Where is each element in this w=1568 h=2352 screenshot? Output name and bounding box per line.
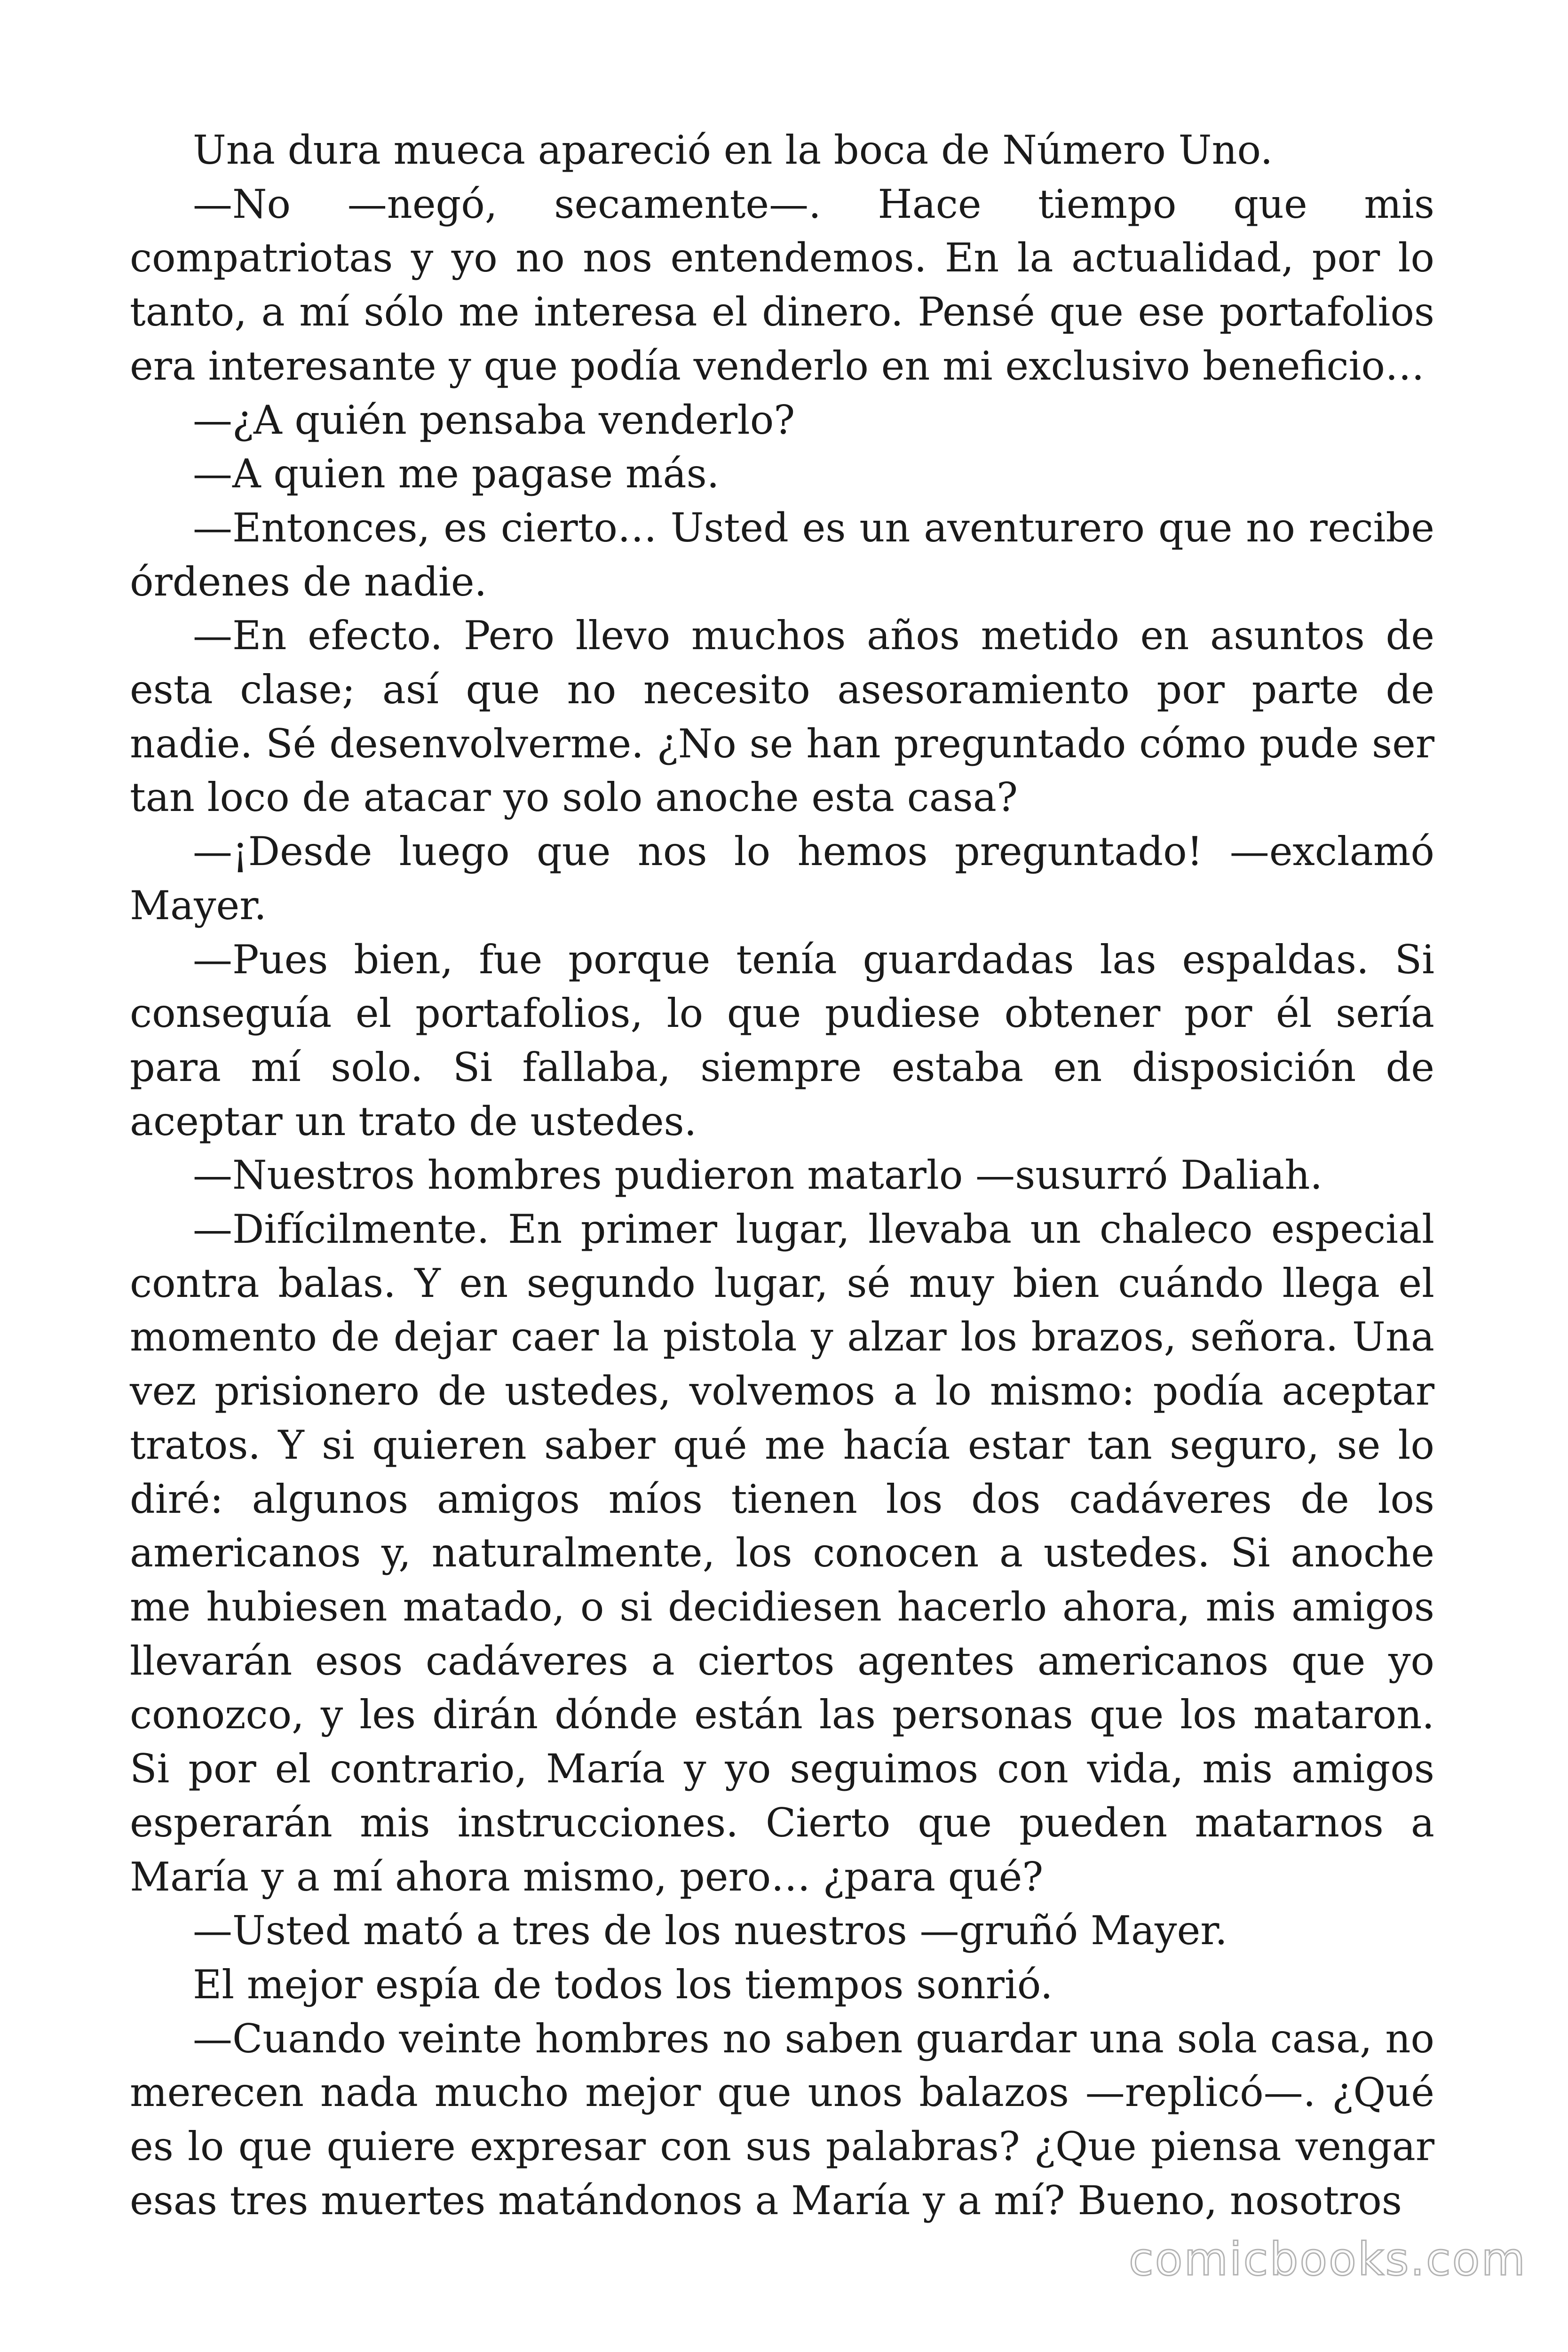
- paragraph: —Nuestros hombres pudieron matarlo —susurró Daliah.: [193, 1152, 1323, 1199]
- watermark: comicbooks.com: [1128, 2233, 1527, 2286]
- paragraph: —Pues bien, fue porque tenía guardadas las espaldas. Si conseguía el portafolios, lo que pudiese obtener por él sería para mí solo. Si fallaba, siempre estaba en disposición de aceptar un trato de ustedes.: [130, 936, 1434, 1144]
- paragraph: —A quien me pagase más.: [193, 451, 720, 497]
- paragraph: —En efecto. Pero llevo muchos años metido en asuntos de esta clase; así que no necesito asesoramiento por parte de nadie. Sé desenvolverme. ¿No se han preguntado cómo pude ser tan loco de atacar yo solo anoche esta casa?: [130, 612, 1434, 821]
- paragraph: —Usted mató a tres de los nuestros —gruñó Mayer.: [193, 1907, 1227, 1954]
- paragraph: —¡Desde luego que nos lo hemos preguntado! —exclamó Mayer.: [130, 828, 1434, 929]
- paragraph: —Cuando veinte hombres no saben guardar una sola casa, no merecen nada mucho mejor que unos balazos —replicó—. ¿Qué es lo que quiere expresar con sus palabras? ¿Que piensa vengar esas tres muertes matándonos a María y a mí? Bueno, nosotros: [130, 2015, 1434, 2224]
- paragraph: Una dura mueca apareció en la boca de Número Uno.: [193, 127, 1273, 173]
- paragraph: —¿A quién pensaba venderlo?: [193, 397, 795, 443]
- body-text: [130, 123, 1434, 2227]
- paragraph: El mejor espía de todos los tiempos sonrió.: [193, 1961, 1053, 2008]
- paragraph: —No —negó, secamente—. Hace tiempo que mis compatriotas y yo no nos entendemos. En la actualidad, por lo tanto, a mí sólo me interesa el dinero. Pensé que ese portafolios era interesante y que podía venderlo en mi exclusivo beneficio…: [130, 181, 1434, 389]
- paragraph: —Entonces, es cierto… Usted es un aventurero que no recibe órdenes de nadie.: [130, 504, 1434, 605]
- paragraph: —Difícilmente. En primer lugar, llevaba un chaleco especial contra balas. Y en segundo lugar, sé muy bien cuándo llega el momento de dejar caer la pistola y alzar los brazos, señora. Una vez prisionero de ustedes, volvemos a lo mismo: podía aceptar tratos. Y si quieren saber qué me hacía estar tan seguro, se lo diré: algunos amigos míos tienen los dos cadáveres de los americanos y, naturalmente, los conocen a ustedes. Si anoche me hubiesen matado, o si decidiesen hacerlo ahora, mis amigos llevarán esos cadáveres a ciertos agentes americanos que yo conozco, y les dirán dónde están las personas que los mataron. Si por el contrario, María y yo seguimos con vida, mis amigos esperarán mis instrucciones. Cierto que pueden matarnos a María y a mí ahora mismo, pero… ¿para qué?: [130, 1206, 1434, 1900]
